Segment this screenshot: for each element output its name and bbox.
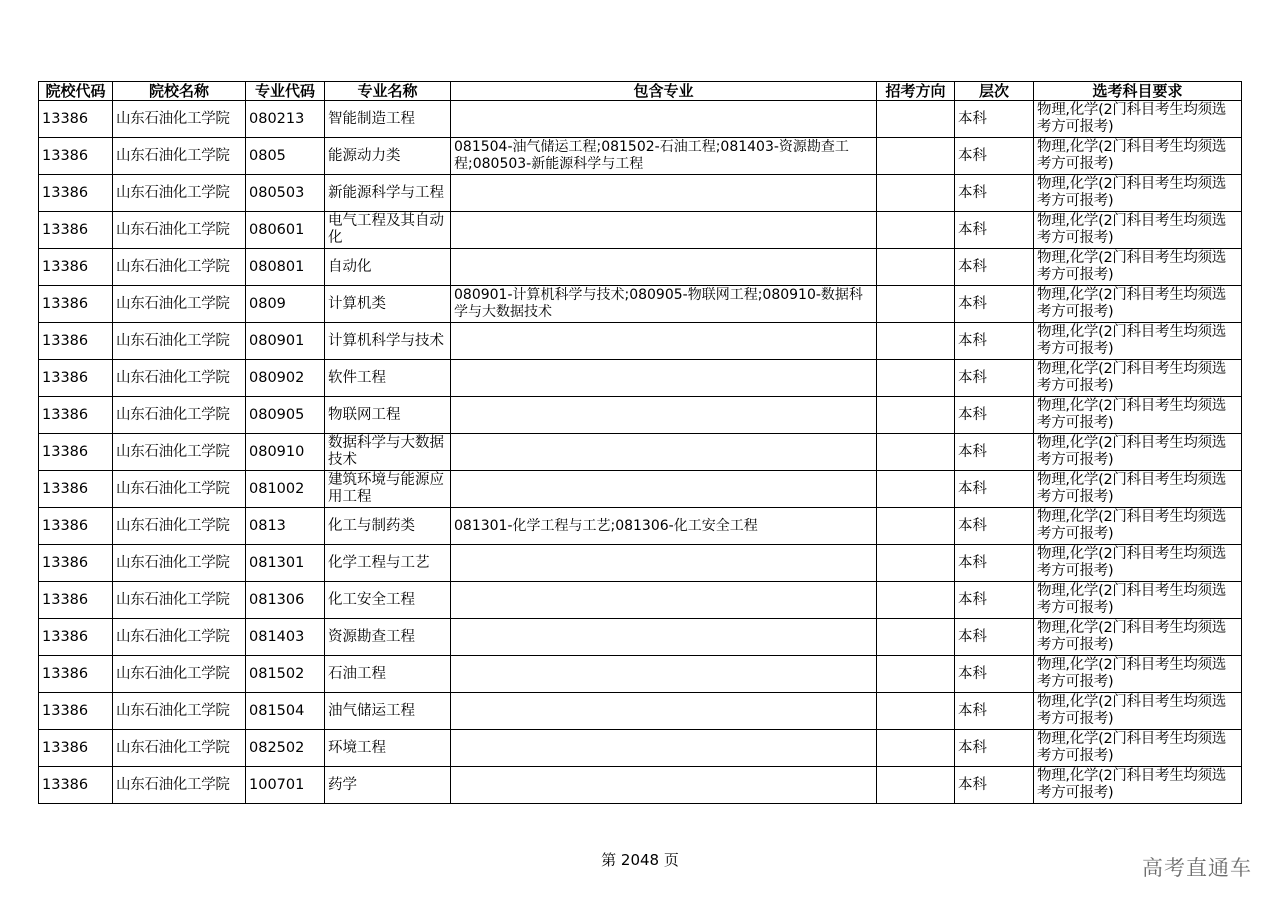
cell-includes	[451, 767, 877, 804]
cell-major-code: 100701	[246, 767, 325, 804]
cell-includes	[451, 360, 877, 397]
cell-level: 本科	[955, 360, 1034, 397]
cell-school-code: 13386	[39, 619, 113, 656]
cell-school-code: 13386	[39, 508, 113, 545]
table-row	[39, 101, 1242, 138]
cell-major-code: 080213	[246, 101, 325, 138]
cell-school-code: 13386	[39, 767, 113, 804]
cell-school-name: 山东石油化工学院	[113, 397, 246, 434]
cell-major-name: 药学	[325, 767, 451, 804]
cell-major-name: 资源勘查工程	[325, 619, 451, 656]
cell-level: 本科	[955, 471, 1034, 508]
cell-major-name: 新能源科学与工程	[325, 175, 451, 212]
cell-major-name: 化工与制药类	[325, 508, 451, 545]
table-row	[39, 360, 1242, 397]
cell-major-name: 电气工程及其自动化	[325, 212, 451, 249]
table-row	[39, 693, 1242, 730]
cell-includes	[451, 323, 877, 360]
cell-includes: 080901-计算机科学与技术;080905-物联网工程;080910-数据科学与大数据技术	[451, 286, 877, 323]
cell-school-code: 13386	[39, 360, 113, 397]
table-row	[39, 471, 1242, 508]
table-row	[39, 323, 1242, 360]
cell-school-code: 13386	[39, 434, 113, 471]
cell-school-name: 山东石油化工学院	[113, 101, 246, 138]
header-school-code: 院校代码	[39, 82, 113, 101]
cell-requirement: 物理,化学(2门科目考生均须选考方可报考)	[1034, 767, 1242, 804]
table-row	[39, 767, 1242, 804]
cell-includes	[451, 212, 877, 249]
cell-school-name: 山东石油化工学院	[113, 175, 246, 212]
cell-direction	[877, 249, 955, 286]
cell-includes	[451, 582, 877, 619]
cell-direction	[877, 582, 955, 619]
cell-level: 本科	[955, 286, 1034, 323]
table-row	[39, 656, 1242, 693]
table-row	[39, 619, 1242, 656]
cell-school-name: 山东石油化工学院	[113, 360, 246, 397]
cell-requirement: 物理,化学(2门科目考生均须选考方可报考)	[1034, 323, 1242, 360]
cell-school-code: 13386	[39, 582, 113, 619]
cell-school-code: 13386	[39, 175, 113, 212]
table-row	[39, 397, 1242, 434]
cell-direction	[877, 175, 955, 212]
cell-school-code: 13386	[39, 471, 113, 508]
cell-school-name: 山东石油化工学院	[113, 582, 246, 619]
header-includes: 包含专业	[451, 82, 877, 101]
cell-major-name: 计算机类	[325, 286, 451, 323]
cell-level: 本科	[955, 656, 1034, 693]
cell-includes	[451, 656, 877, 693]
cell-major-name: 数据科学与大数据技术	[325, 434, 451, 471]
cell-includes	[451, 397, 877, 434]
cell-requirement: 物理,化学(2门科目考生均须选考方可报考)	[1034, 397, 1242, 434]
cell-requirement: 物理,化学(2门科目考生均须选考方可报考)	[1034, 212, 1242, 249]
cell-requirement: 物理,化学(2门科目考生均须选考方可报考)	[1034, 360, 1242, 397]
cell-major-code: 0805	[246, 138, 325, 175]
cell-major-code: 0809	[246, 286, 325, 323]
cell-major-code: 080910	[246, 434, 325, 471]
cell-school-name: 山东石油化工学院	[113, 434, 246, 471]
cell-requirement: 物理,化学(2门科目考生均须选考方可报考)	[1034, 619, 1242, 656]
table-row	[39, 138, 1242, 175]
cell-direction	[877, 434, 955, 471]
header-requirement: 选考科目要求	[1034, 82, 1242, 101]
cell-level: 本科	[955, 619, 1034, 656]
table-body	[39, 101, 1242, 804]
cell-school-name: 山东石油化工学院	[113, 656, 246, 693]
cell-level: 本科	[955, 138, 1034, 175]
cell-school-code: 13386	[39, 101, 113, 138]
cell-includes	[451, 619, 877, 656]
cell-major-name: 环境工程	[325, 730, 451, 767]
cell-major-code: 082502	[246, 730, 325, 767]
cell-major-code: 080503	[246, 175, 325, 212]
header-major-code: 专业代码	[246, 82, 325, 101]
cell-includes	[451, 693, 877, 730]
table-row	[39, 582, 1242, 619]
table-row	[39, 249, 1242, 286]
cell-requirement: 物理,化学(2门科目考生均须选考方可报考)	[1034, 582, 1242, 619]
table-row	[39, 545, 1242, 582]
cell-direction	[877, 138, 955, 175]
cell-school-code: 13386	[39, 286, 113, 323]
cell-requirement: 物理,化学(2门科目考生均须选考方可报考)	[1034, 138, 1242, 175]
cell-major-code: 080905	[246, 397, 325, 434]
cell-major-name: 自动化	[325, 249, 451, 286]
cell-requirement: 物理,化学(2门科目考生均须选考方可报考)	[1034, 434, 1242, 471]
header-direction: 招考方向	[877, 82, 955, 101]
majors-table	[38, 81, 1242, 804]
cell-school-name: 山东石油化工学院	[113, 471, 246, 508]
cell-level: 本科	[955, 101, 1034, 138]
cell-school-name: 山东石油化工学院	[113, 545, 246, 582]
cell-direction	[877, 323, 955, 360]
cell-direction	[877, 471, 955, 508]
cell-major-code: 080601	[246, 212, 325, 249]
cell-major-code: 081502	[246, 656, 325, 693]
cell-includes	[451, 471, 877, 508]
cell-school-name: 山东石油化工学院	[113, 730, 246, 767]
cell-major-name: 化工安全工程	[325, 582, 451, 619]
cell-major-name: 物联网工程	[325, 397, 451, 434]
cell-major-code: 080801	[246, 249, 325, 286]
cell-school-name: 山东石油化工学院	[113, 693, 246, 730]
cell-major-name: 智能制造工程	[325, 101, 451, 138]
cell-includes: 081301-化学工程与工艺;081306-化工安全工程	[451, 508, 877, 545]
cell-includes	[451, 175, 877, 212]
cell-major-code: 081403	[246, 619, 325, 656]
cell-school-name: 山东石油化工学院	[113, 767, 246, 804]
cell-requirement: 物理,化学(2门科目考生均须选考方可报考)	[1034, 656, 1242, 693]
cell-requirement: 物理,化学(2门科目考生均须选考方可报考)	[1034, 545, 1242, 582]
cell-school-code: 13386	[39, 730, 113, 767]
cell-school-name: 山东石油化工学院	[113, 249, 246, 286]
cell-level: 本科	[955, 212, 1034, 249]
cell-level: 本科	[955, 545, 1034, 582]
table-row	[39, 212, 1242, 249]
header-level: 层次	[955, 82, 1034, 101]
cell-direction	[877, 730, 955, 767]
cell-school-name: 山东石油化工学院	[113, 286, 246, 323]
cell-requirement: 物理,化学(2门科目考生均须选考方可报考)	[1034, 730, 1242, 767]
page-number: 第 2048 页	[601, 851, 679, 869]
cell-includes	[451, 101, 877, 138]
cell-school-code: 13386	[39, 545, 113, 582]
cell-school-name: 山东石油化工学院	[113, 508, 246, 545]
cell-school-code: 13386	[39, 693, 113, 730]
cell-includes	[451, 249, 877, 286]
cell-level: 本科	[955, 397, 1034, 434]
cell-requirement: 物理,化学(2门科目考生均须选考方可报考)	[1034, 175, 1242, 212]
cell-level: 本科	[955, 508, 1034, 545]
cell-requirement: 物理,化学(2门科目考生均须选考方可报考)	[1034, 471, 1242, 508]
cell-major-code: 080901	[246, 323, 325, 360]
table-row	[39, 434, 1242, 471]
cell-includes	[451, 545, 877, 582]
cell-school-code: 13386	[39, 656, 113, 693]
cell-direction	[877, 656, 955, 693]
cell-major-name: 化学工程与工艺	[325, 545, 451, 582]
cell-major-name: 油气储运工程	[325, 693, 451, 730]
cell-school-code: 13386	[39, 323, 113, 360]
cell-school-code: 13386	[39, 397, 113, 434]
cell-school-code: 13386	[39, 138, 113, 175]
cell-school-name: 山东石油化工学院	[113, 212, 246, 249]
cell-major-name: 石油工程	[325, 656, 451, 693]
cell-direction	[877, 508, 955, 545]
cell-level: 本科	[955, 175, 1034, 212]
cell-level: 本科	[955, 434, 1034, 471]
table-row	[39, 286, 1242, 323]
table-row	[39, 508, 1242, 545]
header-school-name: 院校名称	[113, 82, 246, 101]
cell-level: 本科	[955, 767, 1034, 804]
cell-direction	[877, 619, 955, 656]
cell-includes	[451, 730, 877, 767]
header-major-name: 专业名称	[325, 82, 451, 101]
cell-direction	[877, 101, 955, 138]
cell-level: 本科	[955, 693, 1034, 730]
cell-direction	[877, 360, 955, 397]
cell-includes: 081504-油气储运工程;081502-石油工程;081403-资源勘查工程;080503-新能源科学与工程	[451, 138, 877, 175]
cell-school-name: 山东石油化工学院	[113, 619, 246, 656]
watermark-text: 高考直通车	[1142, 856, 1252, 880]
cell-level: 本科	[955, 323, 1034, 360]
cell-direction	[877, 212, 955, 249]
cell-requirement: 物理,化学(2门科目考生均须选考方可报考)	[1034, 249, 1242, 286]
table-row	[39, 175, 1242, 212]
cell-school-code: 13386	[39, 212, 113, 249]
cell-requirement: 物理,化学(2门科目考生均须选考方可报考)	[1034, 693, 1242, 730]
cell-school-name: 山东石油化工学院	[113, 138, 246, 175]
cell-requirement: 物理,化学(2门科目考生均须选考方可报考)	[1034, 508, 1242, 545]
cell-major-code: 081002	[246, 471, 325, 508]
cell-direction	[877, 767, 955, 804]
cell-requirement: 物理,化学(2门科目考生均须选考方可报考)	[1034, 286, 1242, 323]
cell-includes	[451, 434, 877, 471]
cell-requirement: 物理,化学(2门科目考生均须选考方可报考)	[1034, 101, 1242, 138]
cell-direction	[877, 397, 955, 434]
cell-level: 本科	[955, 582, 1034, 619]
cell-major-code: 081306	[246, 582, 325, 619]
cell-major-name: 软件工程	[325, 360, 451, 397]
cell-direction	[877, 286, 955, 323]
table-header-row	[39, 82, 1242, 101]
cell-major-code: 081301	[246, 545, 325, 582]
cell-major-code: 081504	[246, 693, 325, 730]
cell-direction	[877, 545, 955, 582]
cell-major-name: 计算机科学与技术	[325, 323, 451, 360]
cell-direction	[877, 693, 955, 730]
cell-major-name: 建筑环境与能源应用工程	[325, 471, 451, 508]
cell-major-name: 能源动力类	[325, 138, 451, 175]
cell-level: 本科	[955, 730, 1034, 767]
cell-level: 本科	[955, 249, 1034, 286]
cell-major-code: 0813	[246, 508, 325, 545]
cell-major-code: 080902	[246, 360, 325, 397]
table-row	[39, 730, 1242, 767]
cell-school-name: 山东石油化工学院	[113, 323, 246, 360]
cell-school-code: 13386	[39, 249, 113, 286]
